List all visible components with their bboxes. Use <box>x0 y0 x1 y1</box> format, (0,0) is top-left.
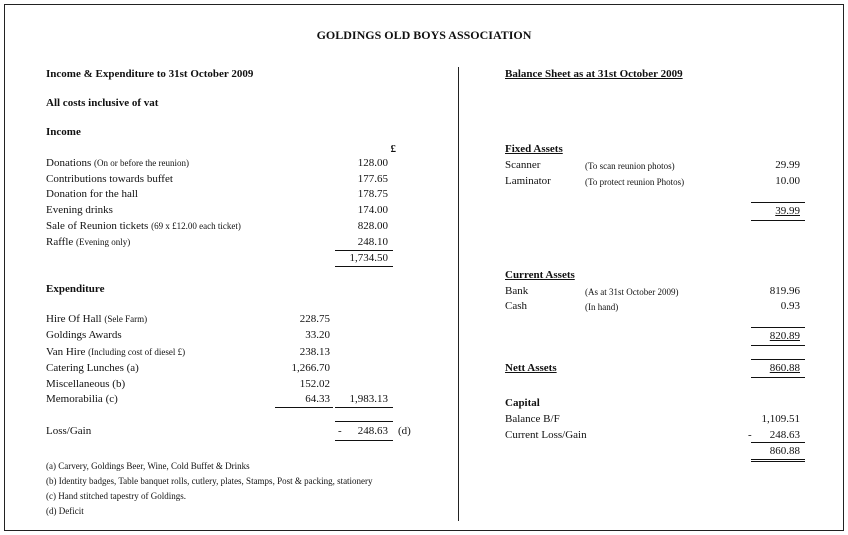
expenditure-amount: 228.75 <box>299 313 330 325</box>
fixed-assets-total: 39.99 <box>775 205 800 217</box>
footnote: (b) Identity badges, Table banquet rolls, cutlery, plates, Stamps, Post & packing, stationery <box>46 476 373 486</box>
rule <box>335 250 393 251</box>
expenditure-row: Hire Of Hall (Sele Farm) <box>46 313 148 325</box>
loss-amount: 248.63 <box>357 425 388 437</box>
footnote: (a) Carvery, Goldings Beer, Wine, Cold Buffet & Drinks <box>46 461 250 471</box>
expenditure-amount: 238.13 <box>299 346 330 358</box>
fixed-asset-amount: 29.99 <box>775 159 800 171</box>
fixed-asset-note: (To protect reunion Photos) <box>585 177 685 187</box>
rule <box>751 327 805 328</box>
expenditure-row: Goldings Awards <box>46 329 122 341</box>
loss-sign: - <box>338 425 342 437</box>
income-heading: Income <box>46 126 81 138</box>
income-amount: 177.65 <box>357 173 388 185</box>
capital-label: Current Loss/Gain <box>505 429 587 441</box>
rule <box>751 461 805 462</box>
loss-marker: (d) <box>398 425 411 437</box>
income-total: 1,734.50 <box>349 252 388 264</box>
loss-gain-label: Loss/Gain <box>46 425 92 437</box>
expenditure-row: Catering Lunches (a) <box>46 362 139 374</box>
income-amount: 174.00 <box>357 204 388 216</box>
current-asset-label: Cash <box>505 300 527 312</box>
rule <box>751 377 805 378</box>
document-title: GOLDINGS OLD BOYS ASSOCIATION <box>316 28 532 42</box>
rule <box>751 442 805 443</box>
capital-label: Balance B/F <box>505 413 560 425</box>
statement-page <box>4 4 844 531</box>
capital-amount: 248.63 <box>769 429 800 441</box>
income-amount: 178.75 <box>357 188 388 200</box>
capital-amount: 1,109.51 <box>761 413 800 425</box>
income-expenditure-heading: Income & Expenditure to 31st October 2009 <box>46 68 254 80</box>
capital-total: 860.88 <box>769 445 800 457</box>
fixed-assets-heading: Fixed Assets <box>505 143 563 155</box>
expenditure-heading: Expenditure <box>46 283 105 295</box>
rule <box>335 421 393 422</box>
rule <box>275 407 333 408</box>
income-amount: 828.00 <box>357 220 388 232</box>
income-amount: 248.10 <box>357 236 388 248</box>
expenditure-row: Memorabilia (c) <box>46 393 118 405</box>
rule <box>751 459 805 460</box>
income-row: Donations (On or before the reunion) <box>46 157 189 169</box>
current-assets-heading: Current Assets <box>505 269 575 281</box>
expenditure-total: 1,983.13 <box>349 393 388 405</box>
rule <box>335 407 393 408</box>
current-asset-note: (As at 31st October 2009) <box>585 287 679 297</box>
rule <box>335 266 393 267</box>
expenditure-amount: 1,266.70 <box>291 362 330 374</box>
nett-assets-label: Nett Assets <box>505 362 557 374</box>
column-divider <box>458 67 459 521</box>
rule <box>335 440 393 441</box>
fixed-asset-label: Scanner <box>505 159 541 171</box>
income-row: Contributions towards buffet <box>46 173 173 185</box>
current-asset-amount: 819.96 <box>769 285 800 297</box>
current-assets-total: 820.89 <box>769 330 800 342</box>
rule <box>751 345 805 346</box>
income-row: Raffle (Evening only) <box>46 236 131 248</box>
capital-sign: - <box>748 429 752 441</box>
rule <box>751 202 805 203</box>
expenditure-row: Miscellaneous (b) <box>46 378 126 390</box>
expenditure-amount: 33.20 <box>305 329 330 341</box>
balance-sheet-heading: Balance Sheet as at 31st October 2009 <box>505 68 683 80</box>
footnote: (d) Deficit <box>46 506 84 516</box>
income-row: Donation for the hall <box>46 188 138 200</box>
expenditure-amount: 64.33 <box>305 393 330 405</box>
footnote: (c) Hand stitched tapestry of Goldings. <box>46 491 186 501</box>
rule <box>751 359 805 360</box>
current-asset-amount: 0.93 <box>780 300 800 312</box>
income-amount: 128.00 <box>357 157 388 169</box>
fixed-asset-note: (To scan reunion photos) <box>585 161 675 171</box>
income-row: Sale of Reunion tickets (69 x £12.00 each ticket) <box>46 220 241 232</box>
capital-heading: Capital <box>505 397 540 409</box>
fixed-asset-amount: 10.00 <box>775 175 800 187</box>
rule <box>751 220 805 221</box>
fixed-asset-label: Laminator <box>505 175 551 187</box>
vat-note: All costs inclusive of vat <box>46 97 159 109</box>
nett-assets-total: 860.88 <box>769 362 800 374</box>
income-row: Evening drinks <box>46 204 113 216</box>
expenditure-amount: 152.02 <box>299 378 330 390</box>
expenditure-row: Van Hire (Including cost of diesel £) <box>46 346 186 358</box>
current-asset-note: (In hand) <box>585 302 619 312</box>
current-asset-label: Bank <box>505 285 529 297</box>
currency-symbol: £ <box>390 143 396 155</box>
